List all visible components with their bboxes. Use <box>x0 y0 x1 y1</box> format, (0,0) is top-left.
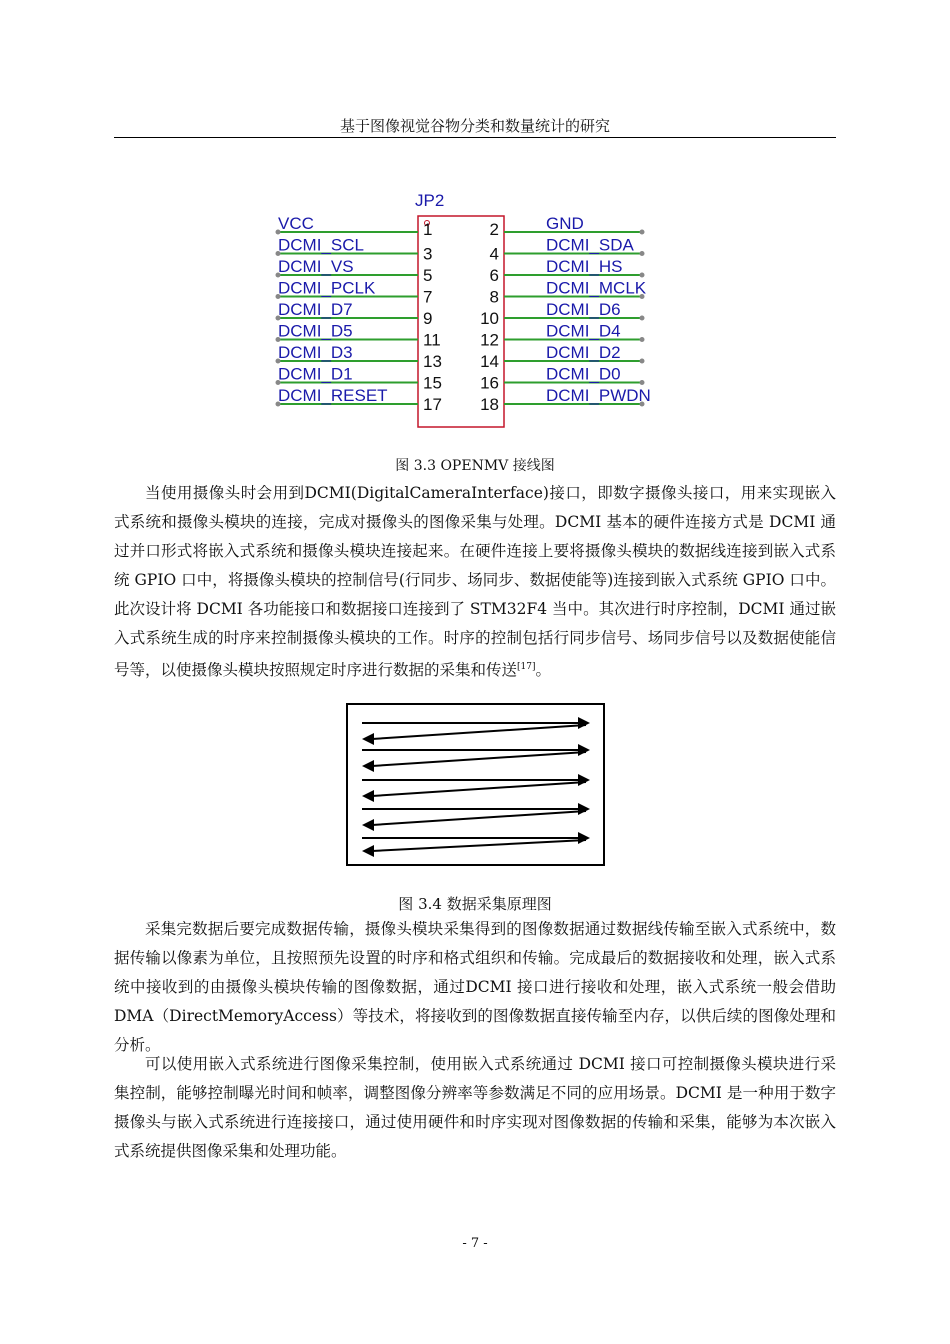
left-pin-number: 5 <box>423 266 433 285</box>
right-net-label: DCMI_D4 <box>546 321 621 341</box>
fig34-caption: 图 3.4 数据采集原理图 <box>398 895 552 913</box>
openmv-schematic <box>260 185 680 430</box>
retrace-line <box>372 811 586 825</box>
left-pin-number: 15 <box>423 373 442 393</box>
right-arrowhead <box>578 832 590 844</box>
retrace-line <box>372 752 586 766</box>
left-net-label: DCMI_D5 <box>278 321 353 341</box>
left-pin-number: 9 <box>423 309 433 328</box>
right-wire-end <box>640 337 645 342</box>
left-net-label: DCMI_D3 <box>278 343 353 362</box>
right-pin-number: 16 <box>480 373 499 393</box>
right-arrowhead <box>578 774 590 786</box>
page-number: - 7 - <box>462 1236 488 1251</box>
right-pin-number: 18 <box>480 395 499 414</box>
right-net-label: GND <box>546 214 584 233</box>
left-net-label: DCMI_VS <box>278 257 354 276</box>
left-pin-number: 11 <box>423 330 441 350</box>
right-pin-number: 14 <box>480 352 499 371</box>
right-pin-number: 12 <box>480 330 499 350</box>
right-pin-group <box>480 214 651 414</box>
right-arrowhead <box>578 744 590 756</box>
retrace-line <box>372 782 586 796</box>
left-net-label: DCMI_PCLK <box>278 278 376 298</box>
left-pin-number: 3 <box>423 244 433 264</box>
paragraph-3: 可以使用嵌入式系统进行图像采集控制，使用嵌入式系统通过 DCMI 接口可控制摄像头模块进行采集控制，能够控制曝光时间和帧率，调整图像分辨率等参数满足不同的应用场景。DCMI 是一种用于数字摄像头与嵌入式系统进行连接接口，通过使用硬件和时序实现对图像数据的传输和采集，能够为本次嵌入式系统提供图像采集和处理功能。 <box>114 1055 836 1160</box>
left-arrowhead <box>362 845 374 857</box>
right-wire-end <box>640 251 645 256</box>
left-arrowhead <box>362 819 374 831</box>
retrace-line <box>372 840 586 851</box>
right-wire-end <box>640 273 645 278</box>
paragraph-1-end: 。 <box>535 661 552 680</box>
paragraph-2: 采集完数据后要完成数据传输，摄像头模块采集得到的图像数据通过数据线传输至嵌入式系统中，数据传输以像素为单位，且按照预先设置的时序和格式组织和传输。完成最后的数据接收和处理，嵌入式系统中接收到的由摄像头模块传输的图像数据，通过DCMI 接口进行接收和处理，嵌入式系统一般会借助 DMA（DirectMemoryAccess）等技术，将接收到的图像数据直接传输至内存，以供后续的图像处理和分析。 <box>114 920 836 1054</box>
left-pin-number: 7 <box>423 287 433 307</box>
right-pin-number: 6 <box>489 266 499 285</box>
left-net-label: DCMI_SCL <box>278 235 364 255</box>
fig33-caption: 图 3.3 OPENMV 接线图 <box>395 458 555 474</box>
left-pin-number: 1 <box>423 220 433 239</box>
right-net-label: DCMI_MCLK <box>546 278 647 298</box>
left-net-label: DCMI_D1 <box>278 364 353 384</box>
left-arrowhead <box>362 733 374 745</box>
left-net-label: VCC <box>278 214 314 233</box>
data-acquisition-diagram <box>346 703 606 867</box>
right-net-label: DCMI_D0 <box>546 364 621 384</box>
paragraph-1-text: 当使用摄像头时会用到DCMI(DigitalCameraInterface)接口，即数字摄像头接口，用来实现嵌入式系统和摄像头模块的连接，完成对摄像头的图像采集与处理。DCMI 基本的硬件连接方式是 DCMI 通过并口形式将嵌入式系统和摄像头模块连接起来。在硬件连接上要将摄像头模块的数据线连接到嵌入式系统 GPIO 口中，将摄像头模块的控制信号(行同步、场同步、数据使能等)连接到嵌入式系统 GPIO 口中。此次设计将 DCMI 各功能接口和数据接口连接到了 STM32F4 当中。其次进行时序控制，DCMI 通过嵌入式系统生成的时序来控制摄像头模块的工作。时序的控制包括行同步信号、场同步信号以及数据使能信号等，以使摄像头模块按照规定时序进行数据的采集和传送 <box>114 484 836 680</box>
right-wire-end <box>640 380 645 385</box>
right-wire-end <box>640 316 645 321</box>
scan-lines <box>362 717 590 857</box>
right-pin-number: 4 <box>489 244 499 264</box>
right-wire-end <box>640 230 645 235</box>
left-net-label: DCMI_D7 <box>278 300 353 319</box>
right-arrowhead <box>578 717 590 729</box>
citation: [17] <box>517 662 536 672</box>
right-pin-number: 2 <box>489 220 499 239</box>
schematic-ref: JP2 <box>415 191 445 210</box>
right-wire-end <box>640 359 645 364</box>
left-net-label: DCMI_RESET <box>278 386 388 405</box>
right-pin-number: 8 <box>489 287 499 307</box>
right-net-label: DCMI_PWDN <box>546 386 651 405</box>
left-pin-number: 13 <box>423 352 442 371</box>
header-rule <box>114 137 836 138</box>
left-arrowhead <box>362 790 374 802</box>
right-net-label: DCMI_D6 <box>546 300 621 319</box>
left-arrowhead <box>362 760 374 772</box>
paragraph-1 <box>114 479 836 685</box>
right-pin-number: 10 <box>480 309 499 328</box>
page-header: 基于图像视觉谷物分类和数量统计的研究 <box>339 117 610 135</box>
right-arrowhead <box>578 803 590 815</box>
left-pin-group <box>276 214 442 414</box>
retrace-line <box>372 725 586 739</box>
right-net-label: DCMI_HS <box>546 257 623 276</box>
right-net-label: DCMI_D2 <box>546 343 621 362</box>
right-net-label: DCMI_SDA <box>546 235 634 255</box>
left-pin-number: 17 <box>423 395 442 414</box>
